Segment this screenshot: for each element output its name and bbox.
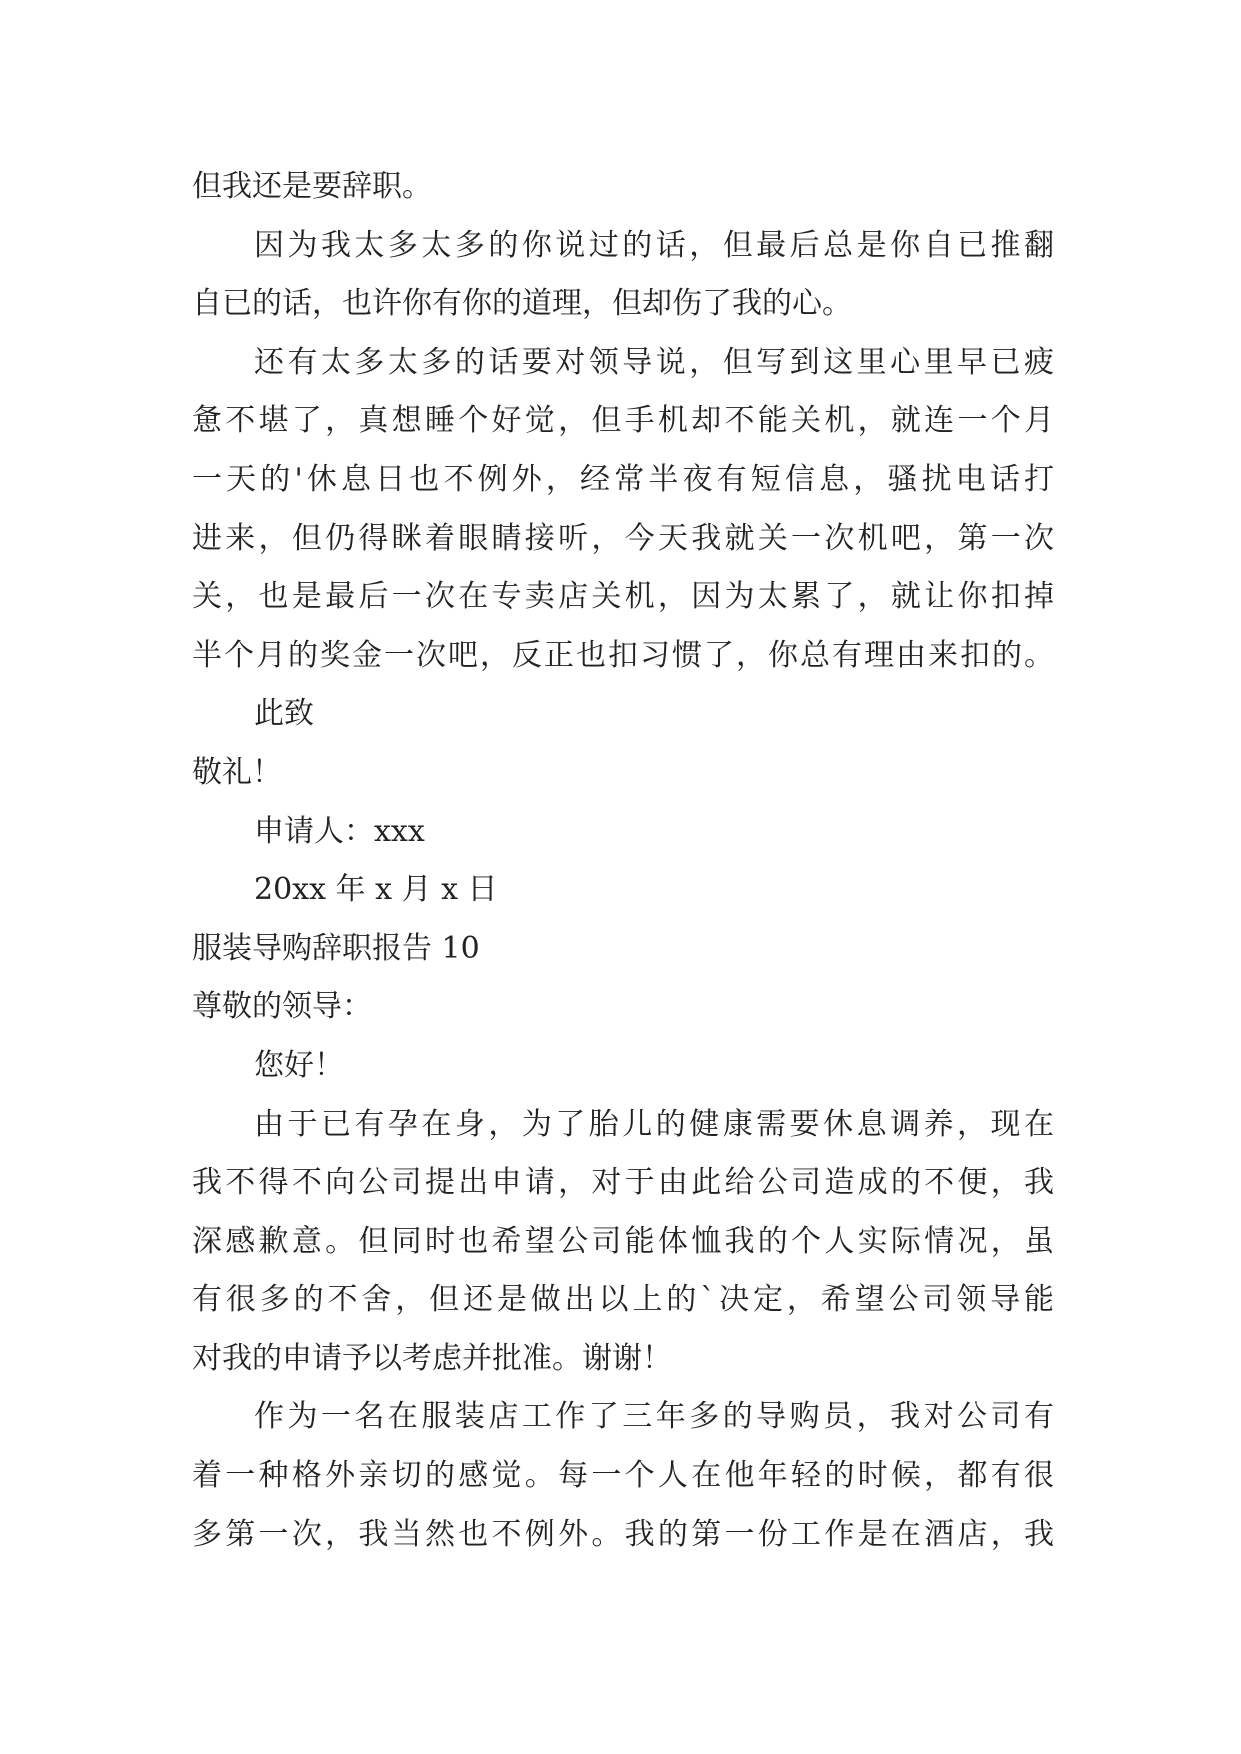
- text-line: 由于已有孕在身，为了胎儿的健康需要休息调养，现在: [254, 1106, 1054, 1142]
- text-line: 关，也是最后一次在专卖店关机，因为太累了，就让你扣掉: [192, 579, 1054, 615]
- salute-line: 敬礼！: [192, 754, 282, 790]
- text-line: 多第一次，我当然也不例外。我的第一份工作是在酒店，我: [192, 1516, 1054, 1552]
- text-line: 深感歉意。但同时也希望公司能体恤我的个人实际情况，虽: [192, 1223, 1054, 1259]
- text-line: 还有太多太多的话要对领导说，但写到这里心里早已疲: [254, 344, 1054, 380]
- text-line: 我不得不向公司提出申请，对于由此给公司造成的不便，我: [192, 1165, 1054, 1201]
- closing-line: 此致: [254, 696, 314, 732]
- text-line: 作为一名在服装店工作了三年多的导购员，我对公司有: [254, 1399, 1054, 1435]
- text-line: 因为我太多太多的你说过的话，但最后总是你自已推翻: [254, 227, 1054, 263]
- text-line: 惫不堪了，真想睡个好觉，但手机却不能关机，就连一个月: [192, 403, 1054, 439]
- document-body: [192, 158, 1054, 1564]
- text-line: 进来，但仍得眯着眼睛接听，今天我就关一次机吧，第一次: [192, 520, 1054, 556]
- section-title: 服装导购辞职报告 10: [192, 930, 480, 966]
- text-line: 半个月的奖金一次吧，反正也扣习惯了，你总有理由来扣的。: [192, 637, 1054, 673]
- text-line: 但我还是要辞职。: [192, 169, 432, 204]
- text-line: 自已的话，也许你有你的道理，但却伤了我的心。: [192, 286, 852, 322]
- text-line: 对我的申请予以考虑并批准。谢谢！: [192, 1340, 672, 1376]
- date-line: 20xx 年 x 月 x 日: [254, 872, 498, 908]
- text-line: 有很多的不舍，但还是做出以上的`决定，希望公司领导能: [192, 1282, 1054, 1318]
- greeting-line: 尊敬的领导：: [192, 989, 372, 1025]
- greeting-line: 您好！: [254, 1047, 344, 1083]
- text-line: 着一种格外亲切的感觉。每一个人在他年轻的时候，都有很: [192, 1458, 1054, 1494]
- text-line: 一天的'休息日也不例外，经常半夜有短信息，骚扰电话打: [192, 461, 1054, 497]
- applicant-line: 申请人：xxx: [254, 813, 425, 849]
